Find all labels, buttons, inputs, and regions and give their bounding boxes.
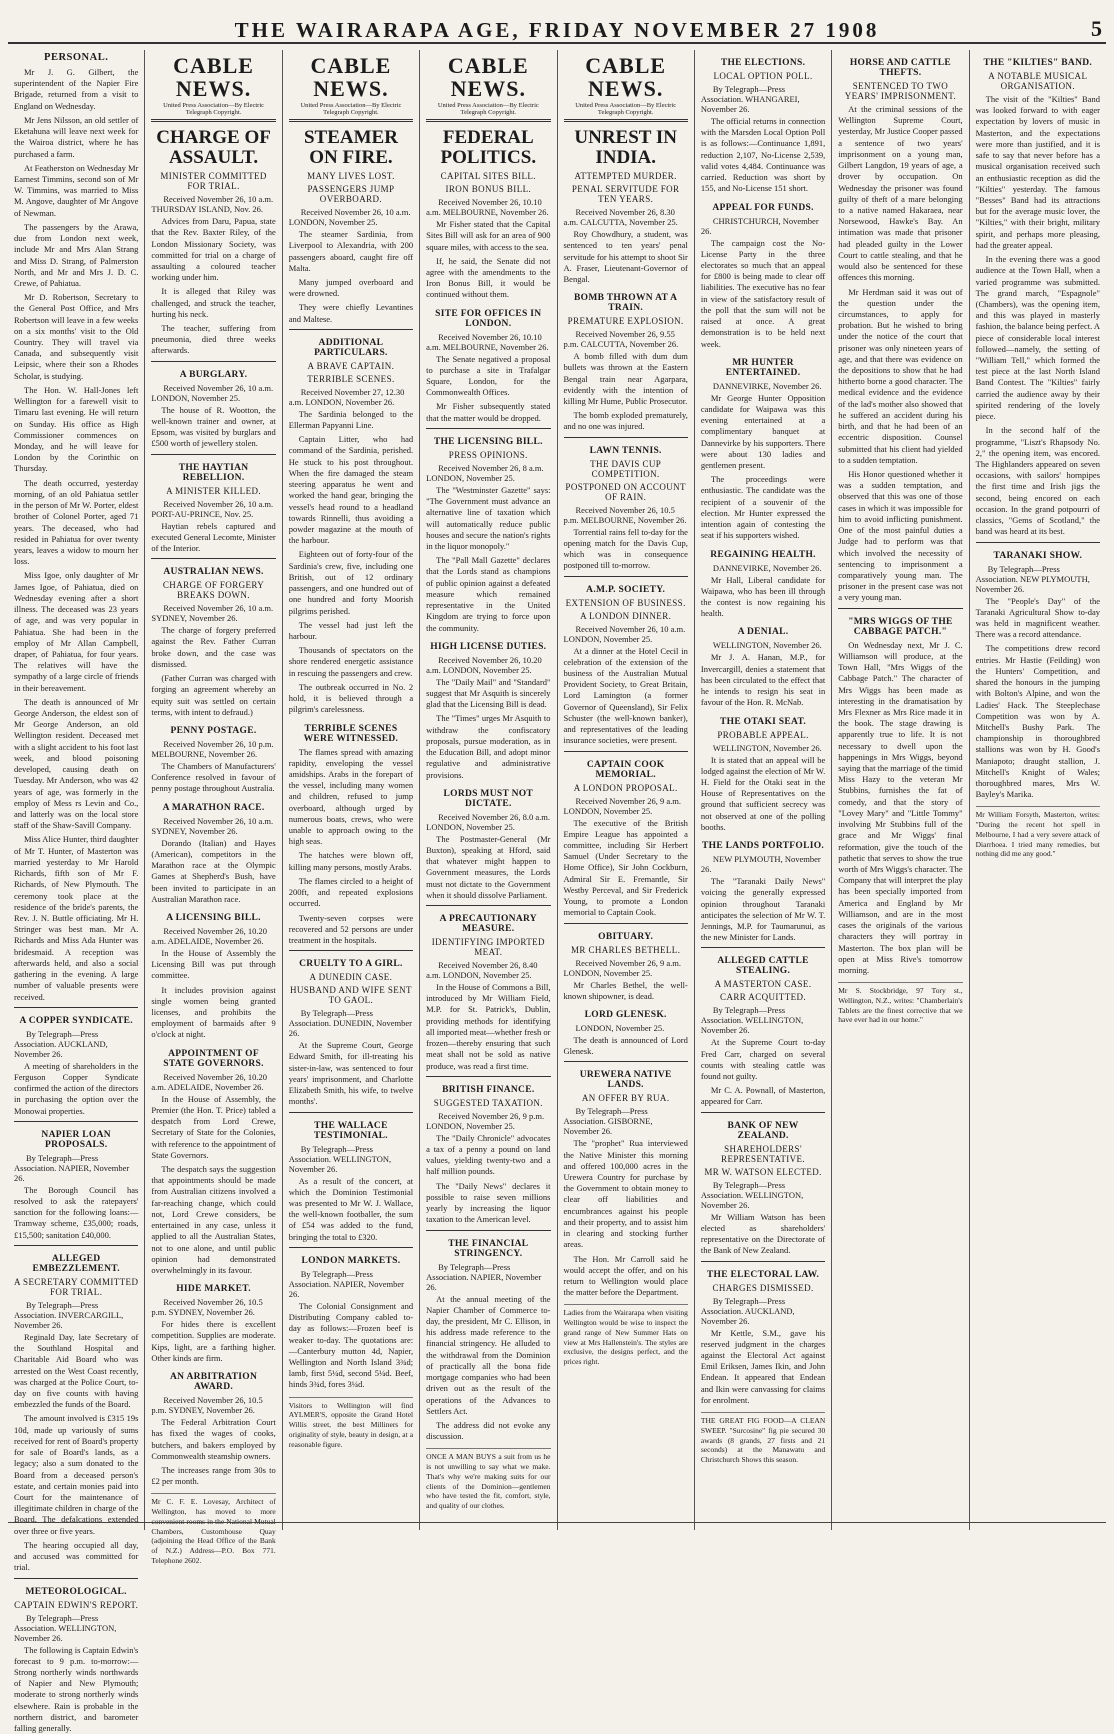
paragraph: The hearing occupied all day, and accused was committed for trial. xyxy=(14,1540,138,1574)
dateline: Received November 26, 10.20 a.m. ADELAIDE, November 26. xyxy=(151,1072,275,1092)
paragraph: Mr Kettle, S.M., gave his reserved judgment in the charges against the Electoral Act against Emil Eriksen, James Ikin, and John Endean. It appeared that Endean and Ikin were canvassing for claims for enrolment. xyxy=(701,1328,825,1407)
article-heading: BRITISH FINANCE. xyxy=(426,1085,550,1095)
divider xyxy=(701,1261,825,1262)
paragraph: Mr Herdman said it was out of the question under the circumstances, to apply for probation. But he wished to bring under the notice of the court that prisoner was only nineteen years of age, and that there was evidence on the depositions to show that he had hitherto borne a good character. The medical evidence and the evidence of the lad's mother also showed that he suffered an accident during his birth, and that he had been of an eccentric disposition. Counsel submitted that his client had yielded to a sudden temptation. xyxy=(838,287,962,467)
article-heading: HORSE AND CATTLE THEFTS. xyxy=(838,58,962,78)
paragraph: On Wednesday next, Mr J. C. Williamson will produce, at the Town Hall, "Mrs Wiggs of the Cabbage Patch." The character of Mrs Wiggs has been made as interesting in the dramatisation by Mrs Flexner as Mrs Rice made it in the book. The stage drawing is apparently true to life. It is not necessary to dwell upon the happenings in Mrs Wiggs, beyond saying that the marriage of the timid Miss Hazy to the veteran Mr Stubbins, furnishes the fat of comedy, and that the story of "Lovey Mary" and "Little Tommy" involving Mr Stubbins full of the grace and Mr Wiggs' final reformation, give the touch of the pathetic that serves to show the true worth of Mrs Wiggs's character. The Company that will interpret the play has been specially imported from America and England by Mr Williamson, and are in the most cases the originals of the various characters they will portray in Masterton. The box plan will be open at Miss Rive's tomorrow morning. xyxy=(838,640,962,977)
paragraph: Many jumped overboard and were drowned. xyxy=(289,277,413,299)
dateline: Received November 26, 10 a.m. LONDON, November 25. xyxy=(151,383,275,403)
article-heading: TARANAKI SHOW. xyxy=(976,551,1100,561)
column-5 xyxy=(557,50,694,1530)
paragraph: Mr George Hunter Opposition candidate for Waipawa was this evening entertained at a complimentary banquet at Dannevirke by his supporters. There were about 130 ladies and gentlemen present. xyxy=(701,393,825,472)
article-heading: THE FINANCIAL STRINGENCY. xyxy=(426,1239,550,1259)
article-heading: AUSTRALIAN NEWS. xyxy=(151,567,275,577)
article-heading: NAPIER LOAN PROPOSALS. xyxy=(14,1130,138,1150)
dateline: Received November 26, 10.10 a.m. MELBOURNE, November 26. xyxy=(426,197,550,217)
paragraph: Mr D. Robertson, Secretary to the General Post Office, and Mrs Robertson will leave in a few weeks on a six months' visit to the Old Country. They will travel via Canada, and subsequently visit Leipsic, where their son a Rhodes Scholar, is studying. xyxy=(14,292,138,382)
article-subheading: A MINISTER KILLED. xyxy=(151,486,275,496)
paragraph: Mr Fisher stated that the Capital Sites Bill will ask for an area of 900 square miles, with access to the sea. xyxy=(426,219,550,253)
article-heading: A COPPER SYNDICATE. xyxy=(14,1016,138,1026)
article-heading: BOMB THROWN AT A TRAIN. xyxy=(564,293,688,313)
divider xyxy=(289,950,413,951)
advertisement: Mr William Forsyth, Masterton, writes: "During the recent hot spell in Melbourne, I had a very severe attack of Diarrhoea. I tried many remedies, but nothing did me any good." xyxy=(976,806,1100,859)
article-heading: APPOINTMENT OF STATE GOVERNORS. xyxy=(151,1049,275,1069)
divider xyxy=(564,119,688,122)
article-heading: TERRIBLE SCENES WERE WITNESSED. xyxy=(289,724,413,744)
paragraph: The passengers by the Arawa, due from London next week, include Mr and Mrs Alan Strang and Miss D. Strang, of Palmerston North, and Mr and Mrs J. D. C. Crewe, of Pahiatua. xyxy=(14,222,138,289)
column-2 xyxy=(144,50,281,1530)
article-subheading: A BRAVE CAPTAIN. xyxy=(289,361,413,371)
paragraph: It includes provision against single women being granted licenses, and prohibits the employment of barmaids after 9 o'clock at night. xyxy=(151,985,275,1041)
dateline: By Telegraph—Press Association. NAPIER, November 26. xyxy=(289,1269,413,1299)
dateline: By Telegraph—Press Association. GISBORNE, November 26. xyxy=(564,1106,688,1136)
page-number: 5 xyxy=(1091,16,1102,42)
divider xyxy=(151,119,275,122)
paragraph: (Father Curran was charged with forging an agreement whereby an equity suit was settled on certain terms, with intent to defraud.) xyxy=(151,673,275,718)
article-headline: STEAMER ON FIRE. xyxy=(289,128,413,168)
article-heading: ADDITIONAL PARTICULARS. xyxy=(289,338,413,358)
paragraph: The following is Captain Edwin's forecast to 9 p.m. to-morrow:—Strong northerly winds northwards of Napier and New Plymouth; moderate to strong northerly winds elsewhere. Rain is probable in the northern district, and barometer falling generally. xyxy=(14,1645,138,1734)
paragraph: Mr Hall, Liberal candidate for Waipawa, who has been ill through the contest is now regaining his health. xyxy=(701,575,825,620)
paragraph: The Borough Council has resolved to ask the ratepayers' sanction for the following loans:—Tramway scheme, £35,000; roads, £15,500; sanitation £40,000. xyxy=(14,1185,138,1241)
advertisement: THE GREAT FIG FOOD—A CLEAN SWEEP. "Surcosine" fig pie secured 30 awards (8 grands, 27 firsts and 21 seconds) at the Manawatu and Christchurch Shows this season. xyxy=(701,1412,825,1465)
paragraph: The steamer Sardinia, from Liverpool to Alexandria, with 200 passengers aboard, caught fire off Malta. xyxy=(289,229,413,274)
divider xyxy=(289,1112,413,1113)
divider xyxy=(151,361,275,362)
press-credit: United Press Association—By Electric Telegraph Copyright. xyxy=(289,102,413,116)
article-heading: "MRS WIGGS OF THE CABBAGE PATCH." xyxy=(838,617,962,637)
paragraph: Mr Fisher subsequently stated that the matter would be dropped. xyxy=(426,401,550,423)
article-subheading: PENAL SERVITUDE FOR TEN YEARS. xyxy=(564,184,688,204)
paragraph: The Hon. Mr Carroll said he would accept the offer, and on his return to Wellington would place the matter before the Department. xyxy=(564,1254,688,1299)
paragraph: They were chiefly Levantines and Maltese. xyxy=(289,302,413,324)
article-subheading: IDENTIFYING IMPORTED MEAT. xyxy=(426,937,550,957)
divider xyxy=(564,437,688,438)
paragraph: The Federal Arbitration Court has fixed the wages of cooks, butchers, and bakers employed by Commonwealth steamship owners. xyxy=(151,1417,275,1462)
article-heading: BANK OF NEW ZEALAND. xyxy=(701,1121,825,1141)
paragraph: The house of R. Wootton, the well-known trainer and owner, at Epsom, was visited by burglars and £500 worth of jewellery stolen. xyxy=(151,405,275,450)
article-subheading: A NOTABLE MUSICAL ORGANISATION. xyxy=(976,71,1100,91)
article-heading: AN ARBITRATION AWARD. xyxy=(151,1372,275,1392)
dateline: Received November 26, 9 p.m. LONDON, November 25. xyxy=(426,1111,550,1131)
article-headline: FEDERAL POLITICS. xyxy=(426,128,550,168)
dateline: Received November 26, 10.20 a.m. ADELAIDE, November 26. xyxy=(151,926,275,946)
paragraph: The "Pall Mall Gazette" declares that the Lords stand as champions of public opinion against a defeated measure which remained representative in the United Kingdom are trying to force upon the community. xyxy=(426,555,550,634)
paragraph: The Sardinia belonged to the Ellerman Papyanni Line. xyxy=(289,409,413,431)
article-subheading: PREMATURE EXPLOSION. xyxy=(564,316,688,326)
divider xyxy=(426,119,550,122)
paragraph: The Postmaster-General (Mr Buxton), speaking at Hford, said that whatever might happen to Government measures, the Lords must not dictate to the Government when it should dissolve Parliament. xyxy=(426,834,550,901)
dateline: Received November 26, 8.0 a.m. LONDON, November 25. xyxy=(426,812,550,832)
article-subheading: MANY LIVES LOST. xyxy=(289,171,413,181)
advertisement: ONCE A MAN BUYS a suit from us he is not unwilling to say what we make. That's why we're making suits for our clients of the Dominion—gentlemen who have tested the fit, comfort, style, and quality of our clothes. xyxy=(426,1448,550,1511)
paragraph: Thousands of spectators on the shore rendered energetic assistance in rescuing the passengers and crew. xyxy=(289,645,413,679)
dateline: DANNEVIRKE, November 26. xyxy=(701,563,825,573)
paragraph: The proceedings were enthusiastic. The candidate was the recipient of a souvenir of the election. Mr Hunter expressed the intention again of contesting the seat if his supporters wished. xyxy=(701,474,825,541)
dateline: Received November 26, 8 a.m. LONDON, November 25. xyxy=(426,463,550,483)
divider xyxy=(564,576,688,577)
paragraph: The Hon. W. Hall-Jones left Wellington for a farewell visit to Timaru last evening. He will return on Sunday. His office as High Commissioner commences on Monday, and he will leave for London by the Corinthic on Thursday. xyxy=(14,385,138,475)
divider xyxy=(289,329,413,330)
paragraph: Haytian rebels captured and executed General Lecomte, Minister of the Interior. xyxy=(151,521,275,555)
dateline: By Telegraph—Press Association. WELLINGTON, November 26. xyxy=(701,1180,825,1210)
article-heading: THE LANDS PORTFOLIO. xyxy=(701,841,825,851)
column-4 xyxy=(419,50,556,1530)
paragraph: At the annual meeting of the Napier Chamber of Commerce to-day, the president, Mr C. Ellison, in his address made reference to the financial stringency. He alluded to the withdrawal from the Dominion of practically all the bona fide mortgage companies who had been driven out as the result of the operations of the Advances to Settlers Act. xyxy=(426,1294,550,1417)
article-heading: A BURGLARY. xyxy=(151,370,275,380)
paragraph: The "Taranaki Daily News" voicing the generally expressed opinion throughout Taranaki anticipates the selection of Mr W. T. Jennings, M.P. for Taumarunui, as the new Minister for Lands. xyxy=(701,876,825,943)
paragraph: In the House of Assembly the Licensing Bill was put through committee. xyxy=(151,948,275,982)
article-subheading: A DUNEDIN CASE. xyxy=(289,972,413,982)
article-heading: A.M.P. SOCIETY. xyxy=(564,585,688,595)
article-headline: UNREST IN INDIA. xyxy=(564,128,688,168)
dateline: Received November 26, 10 a.m. SYDNEY, November 26. xyxy=(151,816,275,836)
article-heading: SITE FOR OFFICES IN LONDON. xyxy=(426,309,550,329)
divider xyxy=(151,558,275,559)
divider xyxy=(14,1007,138,1008)
dateline: Received November 26, 10.10 a.m. MELBOURNE, November 26. xyxy=(426,332,550,352)
paragraph: The teacher, suffering from pneumonia, died three weeks afterwards. xyxy=(151,323,275,357)
article-heading: LONDON MARKETS. xyxy=(289,1256,413,1266)
article-heading: REGAINING HEALTH. xyxy=(701,550,825,560)
divider xyxy=(426,1230,550,1231)
article-heading: A MARATHON RACE. xyxy=(151,803,275,813)
article-subheading: LOCAL OPTION POLL. xyxy=(701,71,825,81)
advertisement: Visitors to Wellington will find AYLMER'S, opposite the Grand Hotel Willis street, the best Milliners for originality of style, beauty in design, at a reasonable figure. xyxy=(289,1397,413,1450)
paragraph: Captain Litter, who had command of the Sardinia, perished. He stuck to his post throughout. When the fire damaged the steam steering apparatus he went and worked the hand gear, bringing the vessel's head round to a headland towards Rinnelli, thus avoiding a powder magazine at the mouth of the harbour. xyxy=(289,434,413,546)
article-subheading: PASSENGERS JUMP OVERBOARD. xyxy=(289,184,413,204)
article-subheading: IRON BONUS BILL. xyxy=(426,184,550,194)
paragraph: The "Daily Mail" and "Standard" suggest that Mr Asquith is sincerely glad that the Licensing Bill is dead. xyxy=(426,677,550,711)
article-subheading: A MASTERTON CASE. xyxy=(701,979,825,989)
dateline: Received November 26, 8.40 a.m. LONDON, November 25. xyxy=(426,960,550,980)
article-heading: LORD GLENESK. xyxy=(564,1010,688,1020)
article-heading: THE ELECTIONS. xyxy=(701,58,825,68)
paragraph: The death occurred, yesterday morning, of an old Pahiatua settler in the person of Mr W. Porter, eldest brother of Colonel Porter, aged 71 years. The deceased, who had resided in Pahiatua for over twenty years, leaves a widow to mourn her loss. xyxy=(14,478,138,568)
paragraph: The death is announced of Lord Glenesk. xyxy=(564,1035,688,1057)
paragraph: As a result of the concert, at which the Dominion Testimonial was presented to Mr W. J. Wallace, the well-known footballer, the sum of £54 was added to the fund, bringing the total to £320. xyxy=(289,1176,413,1243)
paragraph: Mr Jens Nilsson, an old settler of Eketahuna will leave next week for the Wairoa district, where he has purchased a farm. xyxy=(14,115,138,160)
paragraph: Mr C. A. Pownall, of Masterton, appeared for Carr. xyxy=(701,1085,825,1107)
paragraph: The competitions drew record entries. Mr Hastie (Feilding) won the Hunters' Competition, and shared the honours in the jumping with Bolton's Alpine, and won the Ladies' Hack. The Steeplechase Competition was won by A. Mitchell's Bushy Park. The championship in thoroughbred stallions was won by H. Good's Maniapoto; draught stallion, J. Mitchell's Knight of Wales; thoroughbred mares, Mrs W. Bayley's Marika. xyxy=(976,643,1100,800)
section-heading: PERSONAL. xyxy=(14,52,138,63)
article-heading: THE HAYTIAN REBELLION. xyxy=(151,463,275,483)
divider xyxy=(14,1245,138,1246)
article-heading: ALLEGED CATTLE STEALING. xyxy=(701,956,825,976)
paragraph: It is alleged that Riley was challenged, and struck the teacher, hurting his neck. xyxy=(151,286,275,320)
dateline: NEW PLYMOUTH, November 26. xyxy=(701,854,825,874)
article-heading: LORDS MUST NOT DICTATE. xyxy=(426,789,550,809)
paragraph: The flames spread with amazing rapidity, enveloping the vessel amidships. Arabs in the forepart of the vessel, including many women and children, refused to jump overboard, although urged by numerous boats, crews, who were unable to approach owing to the high seas. xyxy=(289,747,413,848)
article-subheading: SUGGESTED TAXATION. xyxy=(426,1098,550,1108)
article-subheading: A LONDON PROPOSAL. xyxy=(564,783,688,793)
article-heading: THE LICENSING BILL. xyxy=(426,437,550,447)
divider xyxy=(289,119,413,122)
divider xyxy=(14,1121,138,1122)
dateline: Received November 26, 10 a.m. LONDON, November 25. xyxy=(289,207,413,227)
paragraph: At Featherston on Wednesday Mr Earnest Timmins, second son of Mr W. Timmins, was married to Miss M. Angove, daughter of Mr Angove of Newman. xyxy=(14,163,138,219)
divider xyxy=(564,751,688,752)
column-6 xyxy=(694,50,831,1530)
paragraph: The "People's Day" of the Taranaki Agricultural Show to-day was held in magnificent weather. There was a record attendance. xyxy=(976,596,1100,641)
bottom-rule xyxy=(8,1522,1106,1523)
column-8 xyxy=(969,50,1106,1530)
paragraph: His Honor questioned whether it was a sudden temptation, and observed that this was one of those cases in which it was impossible for him to avoid inflicting punishment. One of the most painful duties a Judge had to perform was that which involved the necessity of sentencing to imprisonment a comparatively young man. The prisoner in the present case was not a very young man. xyxy=(838,469,962,604)
dateline: Received November 26, 9.55 p.m. CALCUTTA, November 26. xyxy=(564,329,688,349)
paragraph: Dorando (Italian) and Hayes (American), competitors in the Marathon race at the Olympic Games at Shepherd's Bush, have been invited to participate in an Australian Marathon race. xyxy=(151,838,275,905)
paragraph: Advices from Daru, Papua, state that the Rev. Baxter Riley, of the London Missionary Society, was committed for trial on a charge of assaulting a coloured teacher working under him. xyxy=(151,216,275,283)
article-subheading: POSTPONED ON ACCOUNT OF RAIN. xyxy=(564,482,688,502)
page-title: THE WAIRARAPA AGE, FRIDAY NOVEMBER 27 1908 xyxy=(8,18,1106,43)
article-heading: MR HUNTER ENTERTAINED. xyxy=(701,358,825,378)
paragraph: At a dinner at the Hotel Cecil in celebration of the extension of the business of the Australian Mutual Provident Society, to Great Britain, Lord Lamington (a former Governor of Queensland), Sir Felix Schuster (the well-known banker), and representatives of the leading insurance societies, were present. xyxy=(564,646,688,747)
paragraph: The hatches were blown off, killing many persons, mostly Arabs. xyxy=(289,850,413,872)
paragraph: At the Supreme Court to-day Fred Carr, charged on several counts with stealing cattle was found not guilty. xyxy=(701,1037,825,1082)
press-credit: United Press Association—By Electric Telegraph Copyright. xyxy=(151,102,275,116)
article-heading: UREWERA NATIVE LANDS. xyxy=(564,1070,688,1090)
paragraph: The address did not evoke any discussion. xyxy=(426,1420,550,1442)
article-heading: HIGH LICENSE DUTIES. xyxy=(426,642,550,652)
dateline: Received November 26, 9 a.m. LONDON, November 25. xyxy=(564,958,688,978)
dateline: Received November 26, 10 a.m. THURSDAY ISLAND, Nov. 26. xyxy=(151,194,275,214)
paragraph: Eighteen out of forty-four of the Sardinia's crew, five, including one British, out of 12 ordinary passengers, and one hundred out of one hundred and forty Moorish pilgrims perished. xyxy=(289,549,413,616)
dateline: WELLINGTON, November 26. xyxy=(701,743,825,753)
dateline: Received November 26, 8.30 a.m. CALCUTTA, November 25. xyxy=(564,207,688,227)
paragraph: Mr William Watson has been elected as shareholders' representative on the Directorate of the Bank of New Zealand. xyxy=(701,1212,825,1257)
advertisement: Mr C. F. E. Lovesay, Architect of Wellington, has moved to more convenient rooms in the National Mutual Chambers, Customhouse Quay (adjoining the Head Office of the Bank of N.Z.) Address—P.O. Box 771. Telephone 2602. xyxy=(151,1493,275,1565)
divider xyxy=(426,1076,550,1077)
cable-news-banner: CABLE NEWS. xyxy=(151,54,275,100)
paragraph: Twenty-seven corpses were recovered and 52 persons are under treatment in the hospitals. xyxy=(289,913,413,947)
paragraph: Mr J. A. Hanan, M.P., for Invercargill, denies a statement that has been circulated to the effect that he intends to resign his seat in favour of the Hon. R. McNab. xyxy=(701,652,825,708)
paragraph: In the second half of the programme, "Liszt's Rhapsody No. 2," the opening item, was encored. The Highlanders appeared on seven occasions, with sailors' hornpipes the first time and Irish jigs the second, being encored on each occasion. In the grand potpourri of classics, "Gems of Scotland," the band was heard at its best. xyxy=(976,425,1100,537)
article-subheading: PROBABLE APPEAL. xyxy=(701,730,825,740)
advertisement: Ladies from the Wairarapa when visiting Wellington would be wise to inspect the grand range of New Summer Hats on view at Mrs Hallenstein's. The styles are exclusive, the designs perfect, and the prices right. xyxy=(564,1304,688,1367)
paragraph: If, he said, the Senate did not agree with the amendments to the Iron Bonus Bill, it would be continued without them. xyxy=(426,256,550,301)
article-subheading: MR CHARLES BETHELL. xyxy=(564,945,688,955)
dateline: Received November 26, 10 a.m. PORT-AU-PRINCE, Nov. 25. xyxy=(151,499,275,519)
article-subheading: MINISTER COMMITTED FOR TRIAL. xyxy=(151,171,275,191)
paragraph: The flames circled to a height of 200ft, and repeated explosions occurred. xyxy=(289,876,413,910)
divider xyxy=(14,1578,138,1579)
divider xyxy=(151,454,275,455)
dateline: Received November 26, 10 a.m. LONDON, November 25. xyxy=(564,624,688,644)
dateline: Received November 26, 10 a.m. SYDNEY, November 26. xyxy=(151,603,275,623)
paragraph: The visit of the "Kilties" Band was looked forward to with eager expectation by lovers of music in Masterton, and the expectations were more than justified, and it is safe to say that never before has a musical organisation received such an enthusiastic reception as did the "Kilties" yesterday. The famous "Besses" Band had its attractions but for the average music lover, the "Kilties," with their bright, military spirit, and perhaps more pleasing, had the greater appeal. xyxy=(976,94,1100,251)
dateline: By Telegraph—Press Association. WELLINGTON, November 26. xyxy=(701,1005,825,1035)
article-subheading: A SECRETARY COMMITTED FOR TRIAL. xyxy=(14,1277,138,1297)
advertisement: Mr S. Stockbridge, 97 Tory st., Wellington, N.Z., writes: "Chamberlain's Tablets are the finest corrective that we have ever had in our home." xyxy=(838,982,962,1025)
column-1 xyxy=(8,50,144,1530)
article-subheading: CAPITAL SITES BILL. xyxy=(426,171,550,181)
divider xyxy=(976,542,1100,543)
dateline: CHRISTCHURCH, November 26. xyxy=(701,216,825,236)
article-subheading: THE DAVIS CUP COMPETITION. xyxy=(564,459,688,479)
dateline: WELLINGTON, November 26. xyxy=(701,640,825,650)
article-heading: METEOROLOGICAL. xyxy=(14,1587,138,1597)
article-subheading: AN OFFER BY RUA. xyxy=(564,1093,688,1103)
paragraph: The amount involved is £315 19s 10d, made up variously of sums received for rent of Board's property for sale of Board's lands, as a legacy; also a sum donated to the Board from a deceased person's estate, and certain monies paid into Court for the maintenance of illegitimate children in charge of the Board. The defalcations extended over three or five years. xyxy=(14,1413,138,1536)
paragraph: The vessel had just left the harbour. xyxy=(289,620,413,642)
paragraph: The "Daily News" declares it possible to raise seven millions yearly by increasing the liquor taxation to the American level. xyxy=(426,1181,550,1226)
dateline: Received November 26, 10 p.m. MELBOURNE, November 26. xyxy=(151,739,275,759)
article-heading: CAPTAIN COOK MEMORIAL. xyxy=(564,760,688,780)
article-subheading: CARR ACQUITTED. xyxy=(701,992,825,1002)
divider xyxy=(701,947,825,948)
article-heading: OBITUARY. xyxy=(564,932,688,942)
article-subheading: MR W. WATSON ELECTED. xyxy=(701,1167,825,1177)
paragraph: In the evening there was a good audience at the Town Hall, when a varied programme was submitted. The grand march, "Espagnole" (Chambers), was the opening item, and this was played in masterly fashion, the balance being perfect. A piece of considerable local interest followed—namely, the setting of "William Tell," which formed the test piece at the last North Island Band Contest. The "Kilties" fairly carried the audience away by their spirited rendering of the lovely piece. xyxy=(976,254,1100,422)
article-heading: HIDE MARKET. xyxy=(151,1284,275,1294)
cable-news-banner: CABLE NEWS. xyxy=(564,54,688,100)
paragraph: Torrential rains fell to-day for the opening match for the Davis Cup, which was in consequence postponed till to-morrow. xyxy=(564,527,688,572)
article-subheading: SENTENCED TO TWO YEARS' IMPRISONMENT. xyxy=(838,81,962,101)
paragraph: At the Supreme Court, George Edward Smith, for ill-treating his sister-in-law, was sentenced to four years' imprisonment, and Charlotte Elizabeth Smith, his wife, to twelve months'. xyxy=(289,1040,413,1107)
masthead xyxy=(8,10,1106,44)
dateline: By Telegraph—Press Association. NAPIER, November 26. xyxy=(14,1153,138,1183)
article-heading: APPEAL FOR FUNDS. xyxy=(701,203,825,213)
paragraph: The outbreak occurred in No. 2 hold, it is believed through a pilgrim's carelessness. xyxy=(289,682,413,716)
dateline: By Telegraph—Press Association. NAPIER, November 26. xyxy=(426,1262,550,1292)
paragraph: Reginald Day, late Secretary of the Southland Hospital and Charitable Aid Board who was arrested on the West Coast recently, was charged at the Police Court, to-day on five counts with having embezzled the funds of the Board. xyxy=(14,1332,138,1411)
article-heading: A PRECAUTIONARY MEASURE. xyxy=(426,914,550,934)
article-subheading: EXTENSION OF BUSINESS. xyxy=(564,598,688,608)
dateline: Received November 26, 10.20 a.m. LONDON, November 25. xyxy=(426,655,550,675)
article-subheading: CHARGES DISMISSED. xyxy=(701,1283,825,1293)
paragraph: It is stated that an appeal will be lodged against the election of Mr W. H. Field for the Otaki seat in the House of Representatives on the ground that sufficient secrecy was not observed at one of the polling booths. xyxy=(701,755,825,834)
article-heading: PENNY POSTAGE. xyxy=(151,726,275,736)
divider xyxy=(426,905,550,906)
dateline: By Telegraph—Press Association. AUCKLAND, November 26. xyxy=(14,1029,138,1059)
columns xyxy=(8,50,1106,1530)
dateline: Received November 26, 10.5 p.m. SYDNEY, November 26. xyxy=(151,1395,275,1415)
article-subheading: CAPTAIN EDWIN'S REPORT. xyxy=(14,1600,138,1610)
paragraph: The increases range from 30s to £2 per month. xyxy=(151,1465,275,1487)
dateline: DANNEVIRKE, November 26. xyxy=(701,381,825,391)
paragraph: At the criminal sessions of the Wellington Supreme Court, yesterday, Mr Justice Cooper passed a sentence of two years' imprisonment on a young man, Gilbert Langdon, 19 years of age, a drover by occupation. On Wednesday the prisoner was found guilty of theft of a mare belonging to a native named Hakaraea, near Norsewood, Hawke's Bay. An intimation was made that prisoner had pleaded guilty in the Lower Court to cattle stealing, and that he would also be sentenced for these offences this morning. xyxy=(838,104,962,284)
cable-news-banner: CABLE NEWS. xyxy=(426,54,550,100)
article-subheading: CHARGE OF FORGERY BREAKS DOWN. xyxy=(151,580,275,600)
divider xyxy=(701,1112,825,1113)
paragraph: The campaign cost the No-License Party in the three electorates so much that an appeal for £800 is being made to clear off liabilities. The executive has no fear in view of the satisfactory result of the poll that the sum will not be raised at once. A great demonstration is to be held next week. xyxy=(701,238,825,350)
paragraph: The despatch says the suggestion that appointments should be made from Australian citizens involved a far-reaching change, which could not, Lord Crewe considers, be entertained in any case, unless it applied to all the Australian States, not to one alone, and until public opinion had demonstrated overwhelmingly in its favour. xyxy=(151,1164,275,1276)
paragraph: For hides there is excellent competition. Supplies are moderate. Kips, light, are a farthing higher. Other kinds are firm. xyxy=(151,1319,275,1364)
dateline: By Telegraph—Press Association. NEW PLYMOUTH, November 26. xyxy=(976,564,1100,594)
dateline: Received November 26, 10.5 p.m. MELBOURNE, November 26. xyxy=(564,505,688,525)
paragraph: The executive of the British Empire League has appointed a committee, including Sir Herbert Samuel (Under Secretary to the Home Office), Sir John Cockburn, Admiral Sir E. Fremantle, Sir Westby Perceval, and Sir Frederick Young, to promote a London memorial to Captain Cook. xyxy=(564,818,688,919)
paragraph: A meeting of shareholders in the Ferguson Copper Syndicate confirmed the action of the directors in purchasing the option over the Monowai properties. xyxy=(14,1061,138,1117)
article-subheading: SHAREHOLDERS' REPRESENTATIVE. xyxy=(701,1144,825,1164)
paragraph: In the House of Commons a Bill, introduced by Mr William Field, M.P. for St. Patrick's, Dublin, providing methods for identifying all imported meat—whether fresh or frozen—thereby ensuring that such meat shall not be sold as native produce, was read a first time. xyxy=(426,982,550,1072)
article-heading: THE ELECTORAL LAW. xyxy=(701,1270,825,1280)
paragraph: Roy Chowdhury, a student, was sentenced to ten years' penal servitude for his attempt to shoot Sir A. Fraser, Lieutenant-Governor of Bengal. xyxy=(564,229,688,285)
paragraph: The "Westminster Gazette" says: "The Government must advance an alternative line of taxation which will automatically reduce public houses and secure the nation's rights in the liquor monopoly." xyxy=(426,485,550,552)
article-heading: A LICENSING BILL. xyxy=(151,913,275,923)
paragraph: The Senate negatived a proposal to purchase a site in Trafalgar Square, London, for the Commonwealth Offices. xyxy=(426,354,550,399)
paragraph: A bomb filled with dum dum bullets was thrown at the Eastern Bengal train near Agarpara, evidently with the intention of killing Mr Hume, Public Prosecutor. xyxy=(564,351,688,407)
paragraph: The "Times" urges Mr Asquith to withdraw the confiscatory proposals, pursue moderation, as in the Education Bill, and adopt minor regulative and administrative provisions. xyxy=(426,713,550,780)
column-3 xyxy=(282,50,419,1530)
dateline: By Telegraph—Press Association. AUCKLAND, November 26. xyxy=(701,1296,825,1326)
paragraph: The "prophet" Rua interviewed the Native Minister this morning and offered 100,000 acres in the Urewera Country for purchase by the Government to obtain money to clear off liabilities and encumbrances against his people and their property, and to assist him in clearing and stocking further areas. xyxy=(564,1138,688,1250)
divider xyxy=(289,1247,413,1248)
paragraph: The bomb exploded prematurely, and no one was injured. xyxy=(564,410,688,432)
paragraph: In the House of Assembly, the Premier (the Hon. T. Price) tabled a despatch from Lord Crewe, Secretary of State for the Colonies, with reference to the appointment of State Governors. xyxy=(151,1094,275,1161)
article-heading: CRUELTY TO A GIRL. xyxy=(289,959,413,969)
dateline: By Telegraph—Press Association. WHANGAREI, November 26. xyxy=(701,84,825,114)
paragraph: The death is announced of Mr George Anderson, the eldest son of Mr George Anderson, an old Wellington resident. Deceased met with a slight accident to his foot last week, and blood poisoning developed, causing death on Tuesday. Mr Anderson, who was 42 years of age, was formerly in the employ of Mess rs Levin and Co., and latterly was on the local store staff of the Shaw-Savill Company. xyxy=(14,697,138,832)
dateline: By Telegraph—Press Association. WELLINGTON, November 26. xyxy=(289,1144,413,1174)
cable-news-banner: CABLE NEWS. xyxy=(289,54,413,100)
article-heading: THE OTAKI SEAT. xyxy=(701,717,825,727)
divider xyxy=(838,608,962,609)
paragraph: Miss Igoe, only daughter of Mr James Igoe, of Pahiatua, died on Wednesday evening after a short illness. The deceased was 23 years of age, and was very popular in Pahiatua. She had been in the employ of Mr Allan Campbell, draper, of Pahiatua, for four years. The relatives will have the sympathy of a large circle of friends in their bereavement. xyxy=(14,570,138,693)
dateline: By Telegraph—Press Association. DUNEDIN, November 26. xyxy=(289,1008,413,1038)
dateline: LONDON, November 25. xyxy=(564,1023,688,1033)
article-subheading: A LONDON DINNER. xyxy=(564,611,688,621)
divider xyxy=(564,923,688,924)
divider xyxy=(426,428,550,429)
dateline: Received November 27, 12.30 a.m. LONDON, November 26. xyxy=(289,387,413,407)
article-heading: A DENIAL. xyxy=(701,627,825,637)
article-heading: ALLEGED EMBEZZLEMENT. xyxy=(14,1254,138,1274)
press-credit: United Press Association—By Electric Telegraph Copyright. xyxy=(564,102,688,116)
dateline: By Telegraph—Press Association. WELLINGTON, November 26. xyxy=(14,1613,138,1643)
article-subheading: PRESS OPINIONS. xyxy=(426,450,550,460)
press-credit: United Press Association—By Electric Telegraph Copyright. xyxy=(426,102,550,116)
article-heading: LAWN TENNIS. xyxy=(564,446,688,456)
article-headline: CHARGE OF ASSAULT. xyxy=(151,128,275,168)
paragraph: The "Daily Chronicle" advocates a tax of a penny a pound on land values, yielding twenty-two and a half million pounds. xyxy=(426,1133,550,1178)
paragraph: The Colonial Consignment and Distributing Company cabled to-day as follows:—Frozen beef is weaker to-day. The quotations are:—Canterbury mutton 4d, Napier, Wellington and North Island 3¾d; lamb, first 5¼d, second 5¼d. Beef, hinds 3¾d, fores 3¼d. xyxy=(289,1301,413,1391)
divider xyxy=(564,1061,688,1062)
paragraph: Mr Charles Bethel, the well-known shipowner, is dead. xyxy=(564,980,688,1002)
article-subheading: HUSBAND AND WIFE SENT TO GAOL. xyxy=(289,985,413,1005)
paragraph: The Chambers of Manufacturers' Conference resolved in favour of penny postage throughout Australia. xyxy=(151,761,275,795)
dateline: By Telegraph—Press Association. INVERCARGILL, November 26. xyxy=(14,1300,138,1330)
column-7 xyxy=(831,50,968,1530)
article-subheading: TERRIBLE SCENES. xyxy=(289,374,413,384)
dateline: Received November 26, 10.5 p.m. SYDNEY, November 26. xyxy=(151,1297,275,1317)
article-heading: THE WALLACE TESTIMONIAL. xyxy=(289,1121,413,1141)
paragraph: The official returns in connection with the Marsden Local Option Poll is as follows:—Continuance 1,891, reduction 2,107, No-License 2,539, valid votes 4,484. Continuance was carried. Reduction was short by 155, and No-License 151 short. xyxy=(701,116,825,195)
paragraph: Mr J. G. Gilbert, the superintendent of the Napier Fire Brigade, returned from a visit to England on Wednesday. xyxy=(14,67,138,112)
paragraph: The charge of forgery preferred against the Rev. Father Curran broke down, and the case was dismissed. xyxy=(151,625,275,670)
paragraph: Miss Alice Hunter, third daughter of Mr T. Hunter, of Masterton was married yesterday to Mr Harold Richards, fifth son of Mr F. Richards, of New Plymouth. The ceremony took place at the residence of the bride's parents, the Rev. J. N. Buttle officiating. Mr H. Stringer was best man. Mr A. Richards and Miss Ada Hunter was bridesmaid. A reception was afterwards held, and also a social gathering in the evening. A large number of valuable presents were received. xyxy=(14,834,138,1002)
article-subheading: ATTEMPTED MURDER. xyxy=(564,171,688,181)
article-heading: THE "KILTIES" BAND. xyxy=(976,58,1100,68)
dateline: Received November 26, 9 a.m. LONDON, November 25. xyxy=(564,796,688,816)
